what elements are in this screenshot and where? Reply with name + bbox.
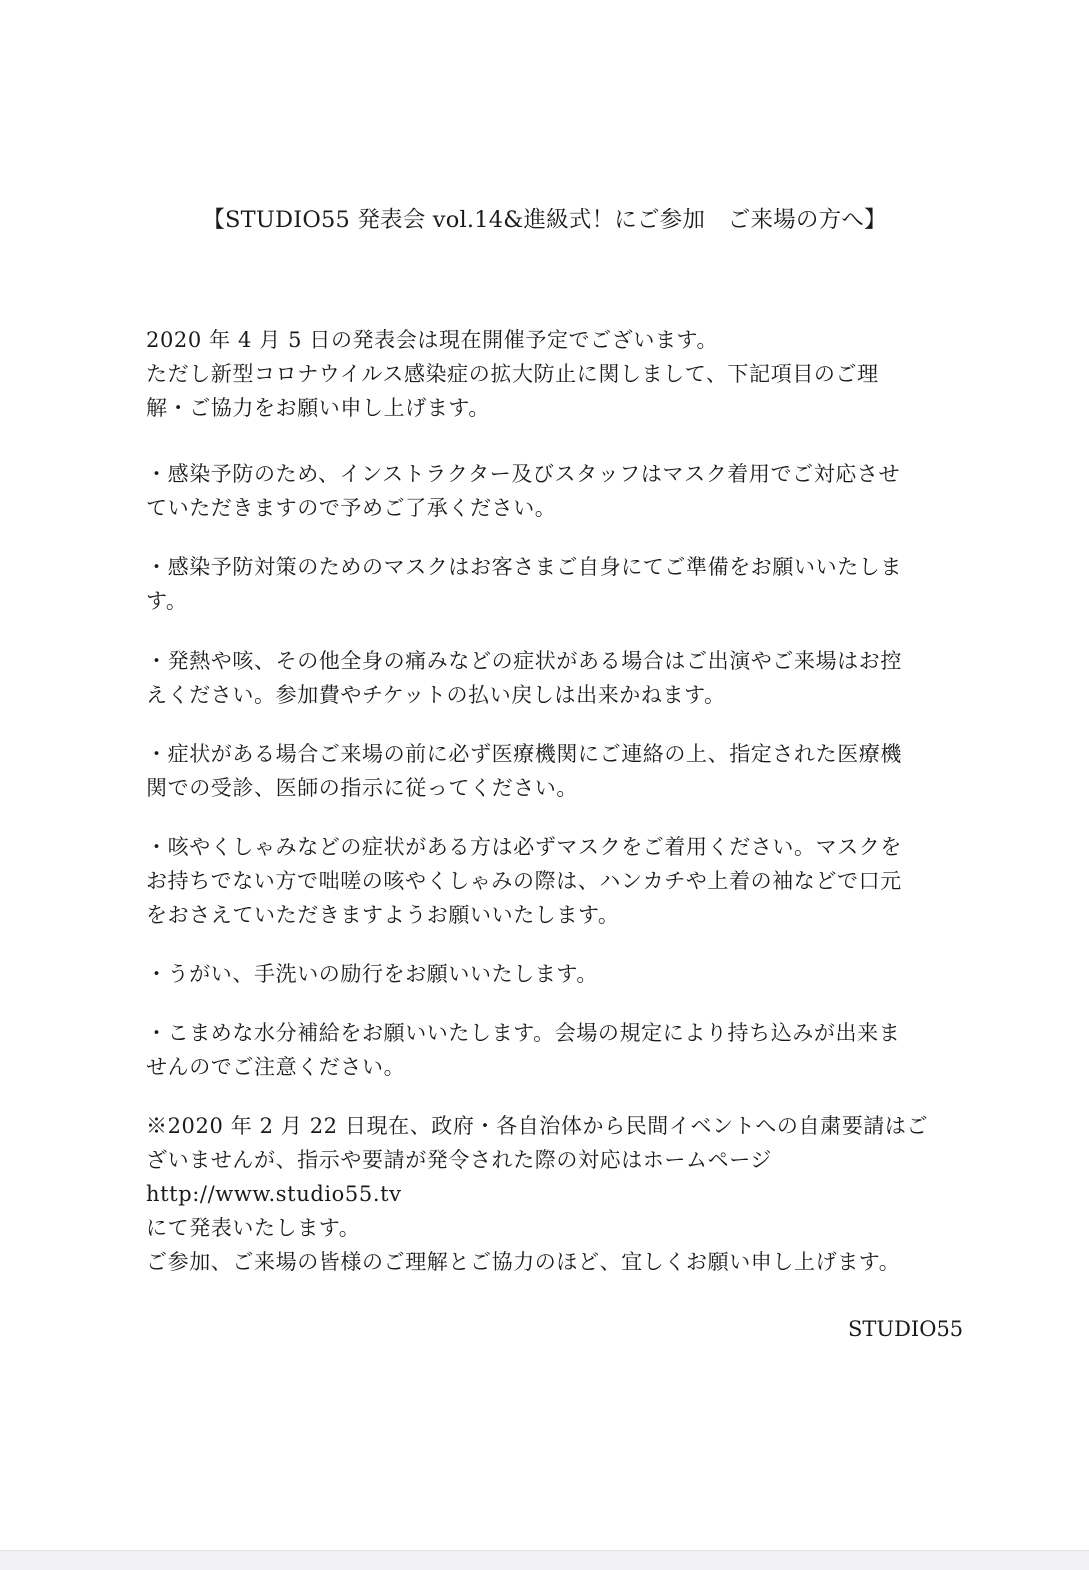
website-url: http://www.studio55.tv — [146, 1182, 402, 1206]
bullet-line: ・感染予防対策のためのマスクはお客さまご自身にてご準備をお願いいたしま — [146, 555, 902, 579]
body-line: ただし新型コロナウイルス感染症の拡大防止に関しまして、下記項目のご理 — [146, 362, 879, 386]
bullet-line: ・発熱や咳、その他全身の痛みなどの症状がある場合はご出演やご来場はお控 — [146, 649, 902, 673]
signature: STUDIO55 — [848, 1317, 964, 1341]
bullet-line: せんのでご注意ください。 — [146, 1055, 406, 1079]
bullet-line: ・咳やくしゃみなどの症状がある方は必ずマスクをご着用ください。マスクを — [146, 835, 902, 859]
bullet-line: ていただきますので予めご了承ください。 — [146, 496, 557, 520]
note-line: にて発表いたします。 — [146, 1216, 361, 1240]
bullet-line: お持ちでない方で咄嗟の咳やくしゃみの際は、ハンカチや上着の袖などで口元 — [146, 869, 902, 893]
bullet-line: をおさえていただきますようお願いいたします。 — [146, 903, 620, 927]
bullet-line: ・感染予防のため、インストラクター及びスタッフはマスク着用でご対応させ — [146, 462, 901, 486]
bullet-line: ・症状がある場合ご来場の前に必ず医療機関にご連絡の上、指定された医療機 — [146, 742, 902, 766]
bullet-line: 関での受診、医師の指示に従ってください。 — [146, 776, 578, 800]
closing-line: ご参加、ご来場の皆様のご理解とご協力のほど、宜しくお願い申し上げます。 — [146, 1250, 901, 1274]
bullet-line: す。 — [146, 589, 188, 613]
note-line: ※2020 年 2 月 22 日現在、政府・各自治体から民間イベントへの自粛要請はご — [146, 1114, 929, 1138]
body-line: 2020 年 4 月 5 日の発表会は現在開催予定でございます。 — [146, 328, 719, 352]
bullet-line: えください。参加費やチケットの払い戻しは出来かねます。 — [146, 683, 726, 707]
note-line: ざいませんが、指示や要請が発令された際の対応はホームページ — [146, 1148, 772, 1172]
body-line: 解・ご協力をお願い申し上げます。 — [146, 396, 490, 420]
bullet-line: ・こまめな水分補給をお願いいたします。会場の規定により持ち込みが出来ま — [146, 1021, 901, 1045]
bullet-line: ・うがい、手洗いの励行をお願いいたします。 — [146, 962, 598, 986]
viewer-bottom-strip — [0, 1550, 1089, 1570]
document-title: 【STUDIO55 発表会 vol.14&進級式！にご参加 ご来場の方へ】 — [202, 207, 887, 233]
